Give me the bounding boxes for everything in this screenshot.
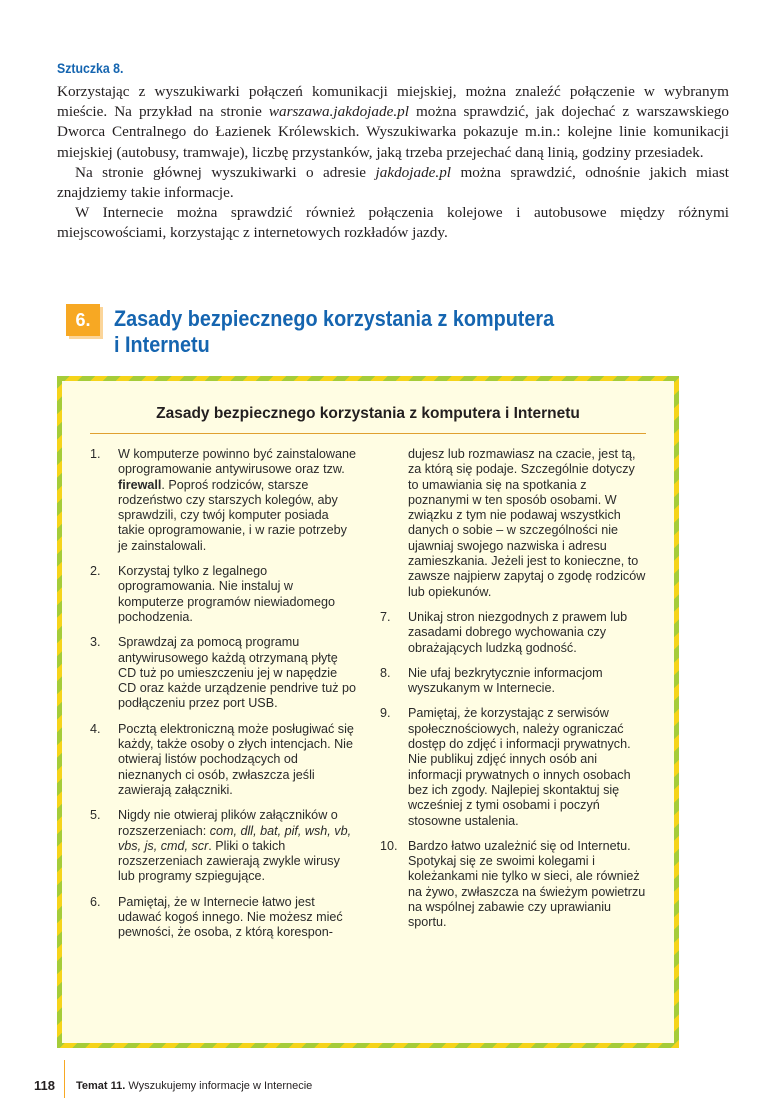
rule-number: 9. <box>380 706 391 721</box>
trick-p2-text-b: można sprawdzić, odnośnie jakich miast znajdziemy takie informacje. <box>57 163 729 202</box>
rule-italic-extensions: com, dll, bat, pif, wsh, vb, vbs, js, cmd, scr <box>118 823 352 853</box>
rule-text: Unikaj stron niezgodnych z prawem lub zasadami dobrego wychowania czy obrażających ludzką godność. <box>408 609 628 655</box>
trick-title: Sztuczka 8. <box>57 60 124 76</box>
trick-paragraph-3: W Internecie można sprawdzić również połączenia kolejowe i autobusowe między różnymi miejscowościami, korzystając z internetowych rozkładów jazdy. <box>57 204 729 242</box>
rule-number: 7. <box>380 609 391 624</box>
rule-number: 1. <box>90 447 101 461</box>
trick-p1-text-b: można sprawdzić, jak dojechać z warszawskiego Dworca Centralnego do Łazienek Królewskich. Wyszukiwarka pokazuje m.in.: kolejne linie komunikacji miejskiej (autobusy, tramwaje), liczbę przystanków, jaką trzeba przejechać daną linią, godziny przesiadek. <box>57 103 730 161</box>
rule-number: 10. <box>380 838 398 853</box>
rule-text-b: . Pliki o takich rozszerzeniach zawierają zwykle wirusy lub programy szpiegujące. <box>118 838 340 884</box>
rule-item-2 <box>90 564 356 625</box>
rule-item-5 <box>90 808 356 884</box>
footer-topic-title: Wyszukujemy informacje w Internecie <box>125 1080 313 1092</box>
rule-text: Pamiętaj, że w Internecie łatwo jest udawać kogoś innego. Nie możesz mieć pewności, że osoba, z którą korespon- <box>118 894 343 940</box>
rule-text: Korzystaj tylko z legalnego oprogramowania. Nie instaluj w komputerze programów niewiadomego pochodzenia. <box>118 564 336 624</box>
rule-item-10 <box>380 839 646 931</box>
rule-bold-term: firewall <box>118 477 162 492</box>
trick-p1-text-a: Korzystając z wyszukiwarki połączeń komunikacji miejskiej, można znaleźć połączenie w wybranym mieście. Na przykład na stronie <box>57 83 729 121</box>
section-title-line-2: i Internetu <box>114 332 210 357</box>
section-number: 6. <box>75 310 91 330</box>
section-title <box>114 306 618 358</box>
rule-number: 6. <box>90 894 101 909</box>
rule-text <box>118 808 356 884</box>
title-divider <box>90 433 646 434</box>
rule-text-b: . Poproś rodziców, starsze rodzeństwo czy starszych kolegów, aby sprawdzili, czy twój komputer posiada takie oprogramowanie, i w razie potrzeby je zainstalowali. <box>118 477 347 553</box>
rule-number: 3. <box>90 635 101 650</box>
rule-number: 2. <box>90 564 101 579</box>
rule-item-8 <box>380 666 646 697</box>
safety-rules-title: Zasady bezpiecznego korzystania z komputera i Internetu <box>156 405 580 422</box>
rule-item-6 <box>90 895 356 941</box>
rule-number: 8. <box>380 665 391 680</box>
rules-column-right <box>380 447 646 941</box>
page-number: 118 <box>34 1078 55 1093</box>
rule-text-a: W komputerze powinno być zainstalowane oprogramowanie antywirusowe oraz tzw. <box>118 447 357 477</box>
trick-section <box>57 60 729 244</box>
section-title-line-1: Zasady bezpiecznego korzystania z komputera <box>114 306 555 331</box>
rule-text: Pamiętaj, że korzystając z serwisów społecznościowych, należy ograniczać dostęp do zdjęć i informacji prywatnych. Nie publikuj zdjęć innych osób ani informacji prywatnych o innych osobach bez ich zgody. Najlepiej skontaktuj się wcześniej z tymi osobami i poczyń stosowne ustalenia. <box>408 706 631 828</box>
footer-divider <box>64 1060 65 1098</box>
trick-p2-site: jakdojade.pl <box>375 163 452 181</box>
trick-paragraph-1 <box>57 82 729 163</box>
rule-text: Sprawdzaj za pomocą programu antywirusowego każdą otrzymaną płytę CD tuż po umieszczeniu jej w napędzie CD oraz każde urządzenie pendrive tuż po podłączeniu przez port USB. <box>118 635 357 711</box>
rule-text <box>118 447 356 554</box>
trick-p1-site: warszawa.jakdojade.pl <box>268 103 409 121</box>
rule-item-4 <box>90 722 356 798</box>
trick-paragraph-2 <box>57 163 729 203</box>
rule-item-7 <box>380 610 646 656</box>
rule-number: 5. <box>90 808 101 823</box>
section-number-badge <box>66 304 100 336</box>
rule-number: 4. <box>90 721 101 736</box>
rule-text: dujesz lub rozmawiasz na czacie, jest tą, za którą się podaje. Szczególnie dotyczy to umawiania się na spotkania z poznanymi w ten sposób osobami. W związku z tym nie podawaj wszystkich danych o sobie – w szczególności nie ujawniaj swojego nazwiska i adresu zamieszkania. Jeżeli jest to konieczne, to zawsze najpierw zapytaj o zgodę rodziców lub opiekunów. <box>408 447 646 599</box>
trick-p2-text-a: Na stronie głównej wyszukiwarki o adresie <box>75 163 376 181</box>
rule-item-1 <box>90 447 356 554</box>
rule-text: Bardzo łatwo uzależnić się od Internetu. Spotykaj się ze swoimi kolegami i koleżankami nie tylko w sieci, ale również na żywo, zwłaszcza na świeżym powietrzu na wspólnej zabawie czy uprawianiu sportu. <box>408 838 646 930</box>
rule-item-6-continued <box>380 447 646 600</box>
footer-topic <box>76 1080 312 1092</box>
rule-text: Nie ufaj bezkrytycznie informacjom wyszukanym w Internecie. <box>408 665 603 696</box>
rule-text: Pocztą elektroniczną może posługiwać się każdy, także osoby o złych intencjach. Nie otwieraj listów pochodzących od nieznanych ci osób, zwłaszcza jeśli zawierają załączniki. <box>118 721 354 797</box>
rule-item-3 <box>90 635 356 711</box>
footer-topic-label: Temat 11. <box>76 1080 126 1092</box>
section-heading <box>66 304 686 362</box>
safety-rules-box <box>57 376 679 1048</box>
rule-text-a: Nigdy nie otwieraj plików załączników o rozszerzeniach: <box>118 808 338 838</box>
rules-column-left <box>90 447 356 951</box>
rule-item-9 <box>380 706 646 828</box>
